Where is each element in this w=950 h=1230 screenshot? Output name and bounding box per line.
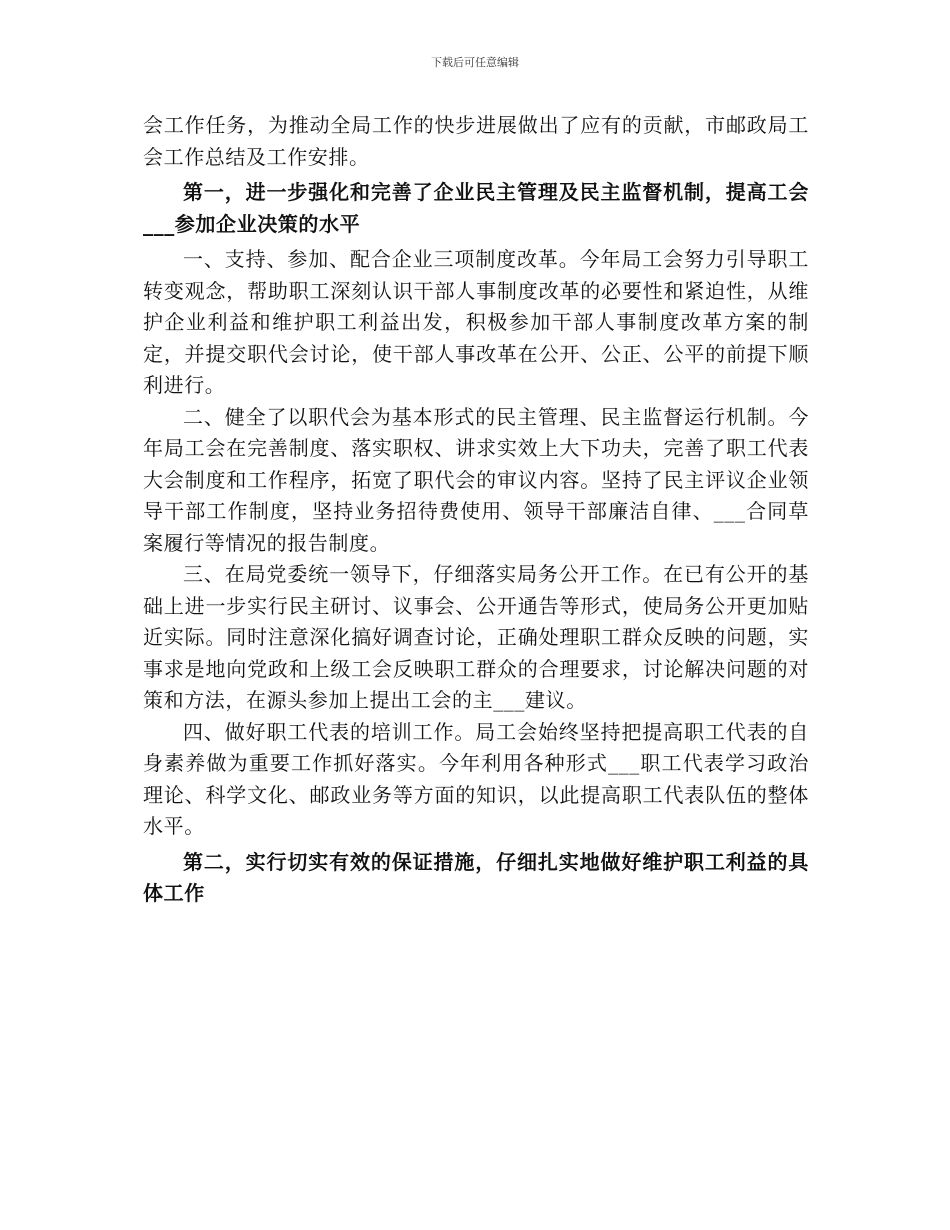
paragraph-item-3: 三、在局党委统一领导下，仔细落实局务公开工作。在已有公开的基础上进一步实行民主研讨、议事会、公开通告等形式，使局务公开更加贴近实际。同时注意深化搞好调查讨论，正确处理职工群众反映的问题，实事求是地向党政和上级工会反映职工群众的合理要求，讨论解决问题的对策和方法，在源头参加上提出工会的主___建议。 <box>143 562 809 712</box>
section-heading-2: 第二，实行切实有效的保证措施，仔细扎实地做好维护职工利益的具体工作 <box>143 849 809 905</box>
paragraph-item-1: 一、支持、参加、配合企业三项制度改革。今年局工会努力引导职工转变观念，帮助职工深刻认识干部人事制度改革的必要性和紧迫性，从维护企业利益和维护职工利益出发，积极参加干部人事制度改革方案的制定，并提交职代会讨论，使干部人事改革在公开、公正、公平的前提下顺利进行。 <box>143 247 809 397</box>
page-header-note: 下载后可任意编辑 <box>431 56 519 69</box>
section-heading-1: 第一，进一步强化和完善了企业民主管理及民主监督机制，提高工会___参加企业决策的水平 <box>143 180 809 236</box>
intro-paragraph: 会工作任务，为推动全局工作的快步进展做出了应有的贡献，市邮政局工会工作总结及工作安排。 <box>143 113 809 169</box>
paragraph-item-4: 四、做好职工代表的培训工作。局工会始终坚持把提高职工代表的自身素养做为重要工作抓好落实。今年利用各种形式___职工代表学习政治理论、科学文化、邮政业务等方面的知识，以此提高职工代表队伍的整体水平。 <box>143 719 809 838</box>
document-body <box>143 110 809 914</box>
paragraph-item-2: 二、健全了以职代会为基本形式的民主管理、民主监督运行机制。今年局工会在完善制度、落实职权、讲求实效上大下功夫，完善了职工代表大会制度和工作程序，拓宽了职代会的审议内容。坚持了民主评议企业领导干部工作制度，坚持业务招待费使用、领导干部廉洁自律、___合同草案履行等情况的报告制度。 <box>143 404 809 555</box>
